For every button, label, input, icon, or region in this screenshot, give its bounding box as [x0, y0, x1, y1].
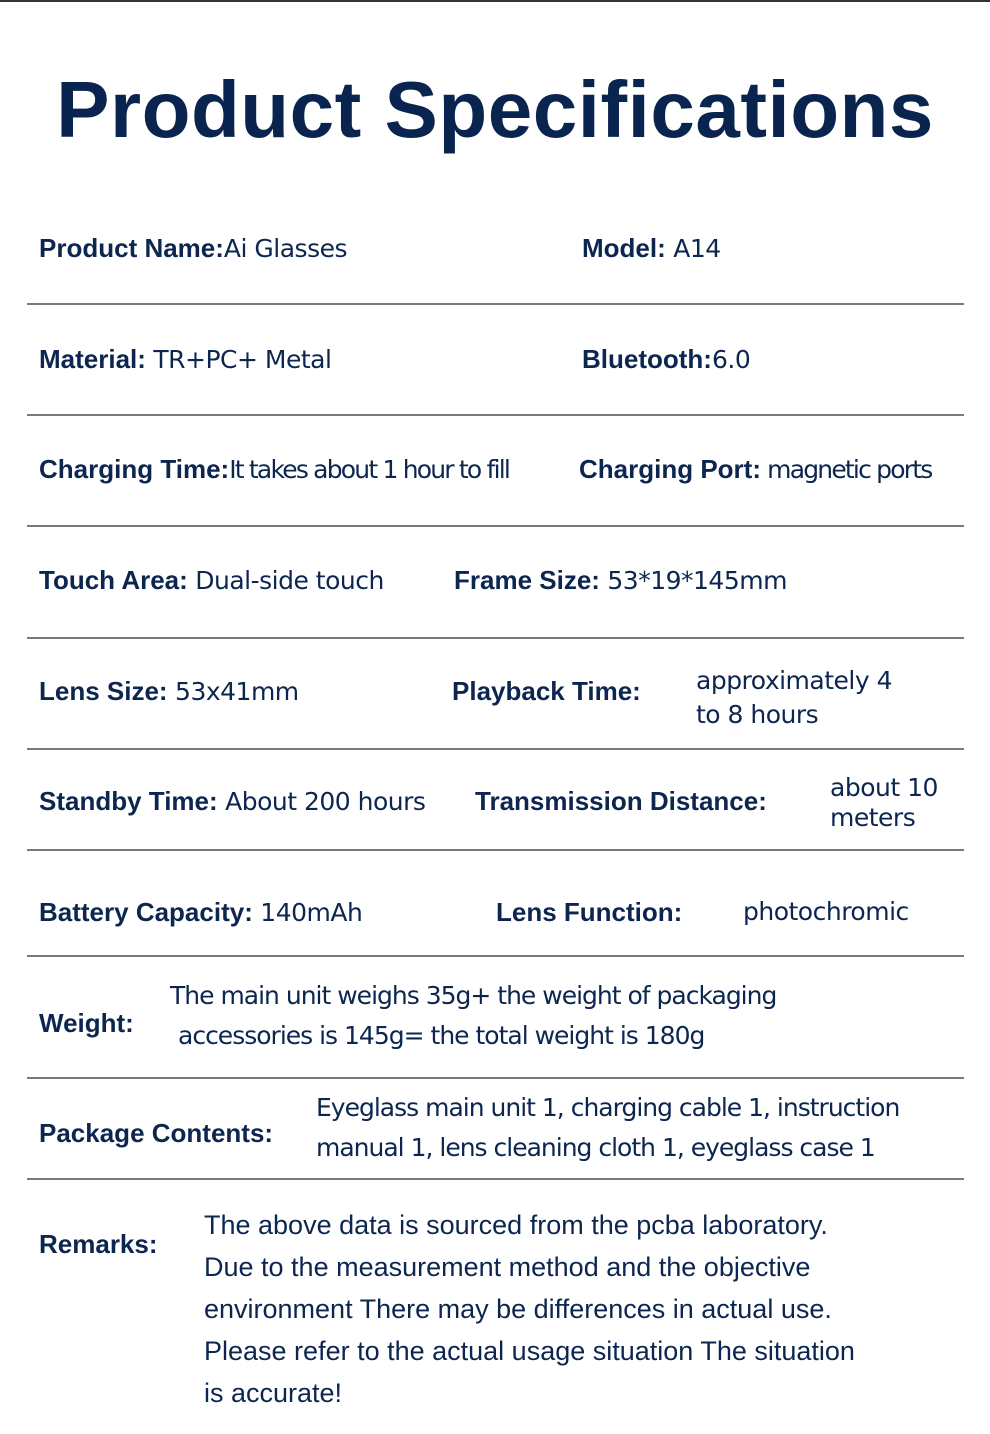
value-line: about 10 — [830, 773, 938, 802]
spec-label: Touch Area: — [39, 565, 188, 595]
spec-bluetooth — [582, 343, 750, 377]
spec-label-lens-function: Lens Function: — [496, 897, 683, 927]
spec-label: Standby Time: — [39, 786, 218, 816]
top-border — [0, 0, 990, 2]
spec-value: 53*19*145mm — [599, 566, 787, 595]
spec-label-remarks: Remarks: — [39, 1229, 158, 1259]
spec-material — [39, 343, 331, 377]
value-line: to 8 hours — [696, 700, 819, 729]
spec-charging-port — [579, 453, 931, 487]
divider — [27, 955, 964, 957]
spec-value: Ai Glasses — [223, 234, 348, 263]
spec-value: TR+PC+ Metal — [145, 345, 332, 374]
spec-label: Frame Size: — [454, 565, 600, 595]
spec-frame-size — [454, 564, 787, 598]
spec-value-remarks — [204, 1204, 964, 1414]
spec-label: Material: — [39, 344, 146, 374]
spec-charging-time — [39, 453, 509, 487]
spec-label-playback-time: Playback Time: — [452, 676, 641, 706]
spec-standby-time — [39, 785, 425, 819]
spec-label-package-contents: Package Contents: — [39, 1118, 274, 1148]
divider — [27, 303, 964, 305]
spec-value-package-contents — [316, 1088, 899, 1168]
remark-line: Please refer to the actual usage situation The situation — [204, 1336, 855, 1366]
spec-value-lens-function: photochromic — [743, 897, 909, 926]
remark-line: environment There may be differences in actual use. — [204, 1294, 832, 1324]
divider — [27, 525, 964, 527]
spec-touch-area — [39, 564, 384, 598]
spec-value: About 200 hours — [217, 787, 426, 816]
spec-label: Model: — [582, 233, 666, 263]
spec-label: Product Name: — [39, 233, 224, 263]
spec-value: A14 — [665, 234, 721, 263]
spec-product-name — [39, 232, 347, 266]
spec-label-weight: Weight: — [39, 1008, 134, 1038]
value-line: manual 1, lens cleaning cloth 1, eyeglass case 1 — [316, 1133, 875, 1162]
divider — [27, 637, 964, 639]
spec-value: It takes about 1 hour to fill — [229, 455, 510, 484]
spec-label: Battery Capacity: — [39, 897, 253, 927]
spec-label: Charging Time: — [39, 454, 230, 484]
value-line: meters — [830, 803, 916, 832]
divider — [27, 414, 964, 416]
spec-value-weight — [170, 976, 776, 1056]
spec-value: 53x41mm — [167, 677, 299, 706]
spec-value-transmission-distance — [830, 768, 938, 838]
spec-value: magnetic ports — [761, 455, 932, 484]
divider — [27, 1178, 964, 1180]
spec-value: 6.0 — [711, 345, 751, 374]
spec-value-playback-time — [696, 661, 892, 735]
spec-label: Charging Port: — [579, 454, 761, 484]
page-title: Product Specifications — [56, 65, 934, 154]
spec-battery-capacity — [39, 896, 362, 930]
spec-label: Lens Size: — [39, 676, 168, 706]
divider — [27, 849, 964, 851]
spec-value: Dual-side touch — [187, 566, 384, 595]
value-line: The main unit weighs 35g+ the weight of packaging — [170, 981, 777, 1010]
value-line: Eyeglass main unit 1, charging cable 1, instruction — [316, 1093, 900, 1122]
divider — [27, 1077, 964, 1079]
remark-line: Due to the measurement method and the objective — [204, 1252, 811, 1282]
value-line: accessories is 145g= the total weight is 180g — [178, 1021, 705, 1050]
spec-label-transmission-distance: Transmission Distance: — [475, 786, 767, 816]
remark-line: The above data is sourced from the pcba laboratory. — [204, 1210, 828, 1240]
divider — [27, 748, 964, 750]
spec-model — [582, 232, 721, 266]
spec-value: 140mAh — [252, 898, 363, 927]
remark-line: is accurate! — [204, 1378, 343, 1408]
spec-label: Bluetooth: — [582, 344, 712, 374]
value-line: approximately 4 — [696, 666, 893, 695]
spec-lens-size — [39, 675, 299, 709]
